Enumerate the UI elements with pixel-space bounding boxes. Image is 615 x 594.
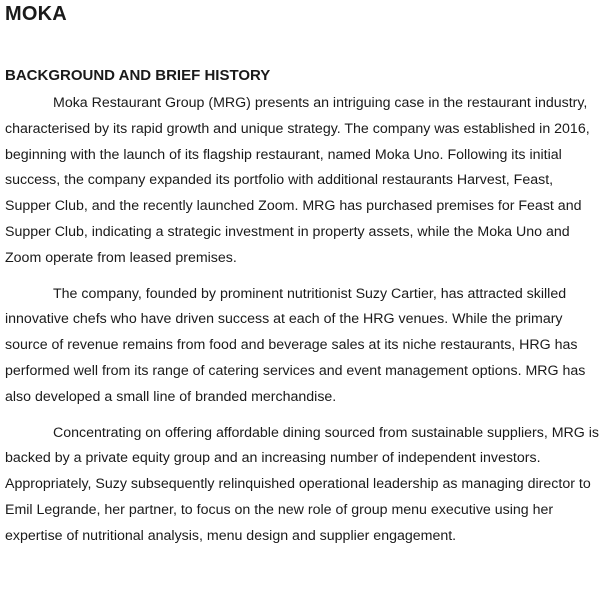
paragraph-strategy: Concentrating on offering affordable dining sourced from sustainable suppliers, MRG is backed by a private equity group and an increasing number of independent investors. Appropriately, Suzy subsequently relinquished operational leadership as managing director to Emil Legrande, her partner, to focus on the new role of group menu executive using her expertise of nutritional analysis, menu design and supplier engagement. (5, 424, 599, 544)
document (5, 0, 600, 550)
paragraph-founder: The company, founded by prominent nutritionist Suzy Cartier, has attracted skilled innovative chefs who have driven success at each of the HRG venues. While the primary source of revenue remains from food and beverage sales at its niche restaurants, HRG has performed well from its range of catering services and event management options. MRG has also developed a small line of branded merchandise. (5, 285, 586, 405)
section-heading: BACKGROUND AND BRIEF HISTORY (5, 67, 271, 84)
paragraph-background: Moka Restaurant Group (MRG) presents an intriguing case in the restaurant industry, characterised by its rapid growth and unique strategy. The company was established in 2016, beginning with the launch of its flagship restaurant, named Moka Uno. Following its initial success, the company expanded its portfolio with additional restaurants Harvest, Feast, Supper Club, and the recently launched Zoom. MRG has purchased premises for Feast and Supper Club, indicating a strategic investment in property assets, while the Moka Uno and Zoom operate from leased premises. (5, 95, 590, 266)
document-title: MOKA (5, 3, 67, 25)
